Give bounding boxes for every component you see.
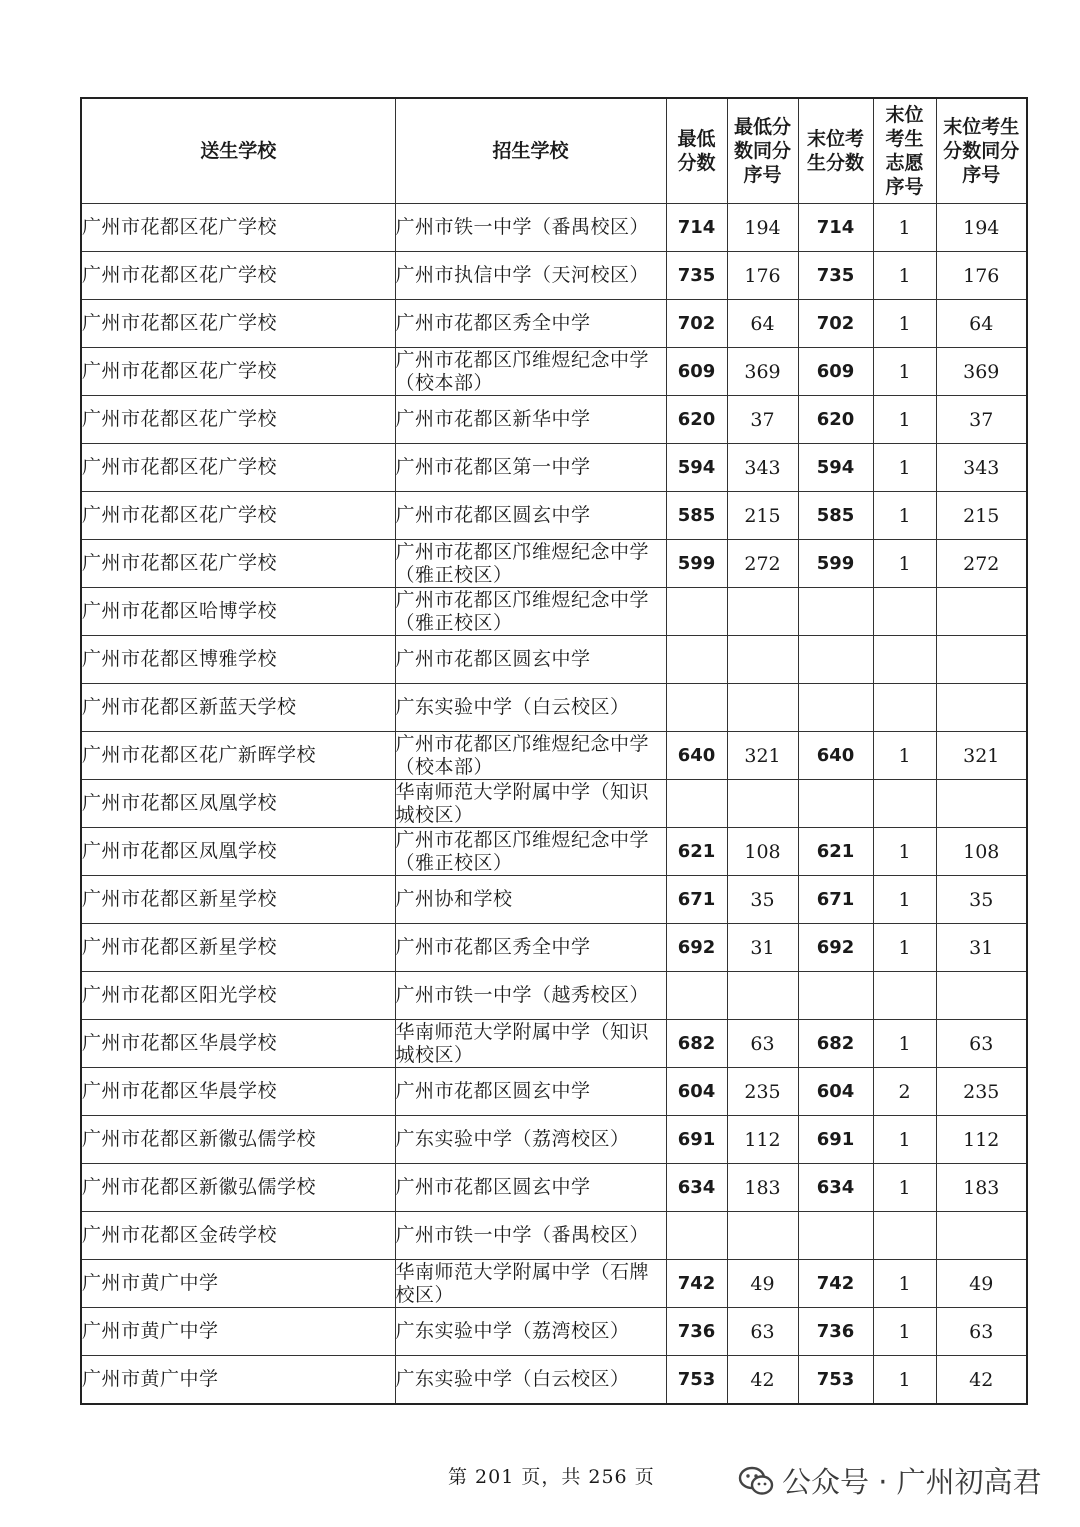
cell-recruiting-school	[395, 204, 666, 252]
cell-sender-school	[81, 444, 395, 492]
cell-recruiting-school	[395, 1068, 666, 1116]
cell-sender-school	[81, 1212, 395, 1260]
cell-last-score-rank: 194	[936, 204, 1027, 252]
table-body	[81, 204, 1027, 1405]
cell-last-score	[798, 780, 873, 828]
cell-recruiting-school	[395, 828, 666, 876]
cell-last-choice: 1	[873, 204, 936, 252]
cell-min-score	[666, 972, 727, 1020]
cell-sender-school-text: 广州市花都区花广学校	[82, 504, 278, 526]
cell-min-score-rank: 194	[727, 204, 798, 252]
cell-sender-school	[81, 300, 395, 348]
cell-sender-school	[81, 972, 395, 1020]
cell-last-choice: 1	[873, 348, 936, 396]
cell-min-score-rank	[727, 636, 798, 684]
cell-recruiting-school	[395, 924, 666, 972]
cell-last-score-rank	[936, 636, 1027, 684]
cell-last-score	[798, 1212, 873, 1260]
cell-sender-school-text: 广州市花都区花广学校	[82, 264, 278, 286]
cell-sender-school-text: 广州市花都区花广学校	[82, 312, 278, 334]
cell-sender-school	[81, 1260, 395, 1308]
cell-sender-school	[81, 636, 395, 684]
cell-min-score-rank: 369	[727, 348, 798, 396]
page-number: 第 201 页，共 256 页	[448, 1466, 655, 1488]
cell-recruiting-school-text: 广州市花都区邝维煜纪念中学（雅正校区）	[395, 540, 650, 586]
cell-min-score: 691	[666, 1116, 727, 1164]
cell-min-score-rank	[727, 972, 798, 1020]
cell-recruiting-school	[395, 444, 666, 492]
cell-last-score-rank: 321	[936, 732, 1027, 780]
cell-sender-school	[81, 540, 395, 588]
cell-sender-school	[81, 684, 395, 732]
cell-last-choice: 1	[873, 828, 936, 876]
table-row	[81, 636, 1027, 684]
cell-recruiting-school-text: 广州市花都区邝维煜纪念中学（雅正校区）	[395, 828, 650, 874]
cell-sender-school-text: 广州市花都区华晨学校	[82, 1032, 278, 1054]
cell-recruiting-school-text: 广州市铁一中学（越秀校区）	[395, 984, 650, 1006]
cell-min-score: 742	[666, 1260, 727, 1308]
cell-sender-school-text: 广州市花都区新徽弘儒学校	[82, 1176, 317, 1198]
cell-sender-school	[81, 1020, 395, 1068]
cell-last-score: 702	[798, 300, 873, 348]
cell-last-score-rank: 64	[936, 300, 1027, 348]
cell-min-score: 604	[666, 1068, 727, 1116]
cell-recruiting-school-text: 华南师范大学附属中学（石牌校区）	[395, 1260, 650, 1306]
cell-min-score	[666, 1212, 727, 1260]
cell-last-score: 714	[798, 204, 873, 252]
cell-min-score	[666, 684, 727, 732]
cell-sender-school	[81, 732, 395, 780]
cell-last-score: 604	[798, 1068, 873, 1116]
cell-last-score-rank: 343	[936, 444, 1027, 492]
cell-last-choice: 1	[873, 876, 936, 924]
cell-sender-school-text: 广州市黄广中学	[82, 1320, 219, 1342]
cell-last-score	[798, 684, 873, 732]
cell-sender-school-text: 广州市花都区哈博学校	[82, 600, 278, 622]
cell-recruiting-school-text: 广州市花都区邝维煜纪念中学（校本部）	[395, 348, 650, 394]
cell-recruiting-school-text: 广东实验中学（荔湾校区）	[395, 1128, 630, 1150]
cell-min-score-rank: 321	[727, 732, 798, 780]
cell-min-score: 599	[666, 540, 727, 588]
table-row	[81, 1116, 1027, 1164]
cell-sender-school	[81, 1356, 395, 1405]
cell-recruiting-school	[395, 780, 666, 828]
cell-last-choice: 1	[873, 1356, 936, 1405]
cell-recruiting-school-text: 广东实验中学（白云校区）	[395, 1368, 630, 1390]
cell-min-score-rank: 343	[727, 444, 798, 492]
cell-sender-school	[81, 780, 395, 828]
cell-min-score: 620	[666, 396, 727, 444]
header-last-score-rank: 末位考生分数同分序号	[936, 98, 1027, 204]
cell-last-score-rank	[936, 972, 1027, 1020]
cell-recruiting-school	[395, 1260, 666, 1308]
cell-last-choice: 1	[873, 1116, 936, 1164]
cell-sender-school-text: 广州市花都区博雅学校	[82, 648, 278, 670]
cell-min-score-rank: 64	[727, 300, 798, 348]
cell-recruiting-school-text: 广州市花都区邝维煜纪念中学（雅正校区）	[395, 588, 650, 634]
cell-last-score: 736	[798, 1308, 873, 1356]
cell-recruiting-school-text: 广州市花都区圆玄中学	[395, 1176, 591, 1198]
cell-recruiting-school	[395, 1116, 666, 1164]
cell-recruiting-school-text: 广州市执信中学（天河校区）	[395, 264, 650, 286]
cell-last-score-rank	[936, 1212, 1027, 1260]
cell-recruiting-school	[395, 348, 666, 396]
cell-sender-school-text: 广州市花都区新星学校	[82, 888, 278, 910]
table-row	[81, 492, 1027, 540]
cell-min-score-rank	[727, 588, 798, 636]
cell-sender-school-text: 广州市花都区凤凰学校	[82, 840, 278, 862]
cell-sender-school	[81, 828, 395, 876]
cell-recruiting-school	[395, 396, 666, 444]
table-row	[81, 396, 1027, 444]
cell-last-score: 585	[798, 492, 873, 540]
table-row	[81, 348, 1027, 396]
table-row	[81, 444, 1027, 492]
cell-min-score: 753	[666, 1356, 727, 1405]
cell-last-score: 599	[798, 540, 873, 588]
cell-min-score: 692	[666, 924, 727, 972]
cell-last-score-rank: 63	[936, 1308, 1027, 1356]
watermark-text: 公众号 · 广州初高君	[782, 1465, 1042, 1499]
table-row	[81, 828, 1027, 876]
cell-min-score-rank	[727, 780, 798, 828]
cell-recruiting-school-text: 广东实验中学（荔湾校区）	[395, 1320, 630, 1342]
cell-last-score-rank: 35	[936, 876, 1027, 924]
cell-last-score-rank: 108	[936, 828, 1027, 876]
cell-min-score-rank	[727, 1212, 798, 1260]
cell-recruiting-school	[395, 252, 666, 300]
cell-last-choice: 2	[873, 1068, 936, 1116]
cell-min-score: 609	[666, 348, 727, 396]
cell-min-score-rank: 176	[727, 252, 798, 300]
cell-min-score: 594	[666, 444, 727, 492]
table-row	[81, 588, 1027, 636]
admissions-table	[80, 97, 1028, 1405]
cell-recruiting-school-text: 广州市花都区秀全中学	[395, 936, 591, 958]
cell-last-score-rank	[936, 780, 1027, 828]
cell-min-score-rank	[727, 684, 798, 732]
cell-sender-school-text: 广州市黄广中学	[82, 1368, 219, 1390]
cell-recruiting-school-text: 华南师范大学附属中学（知识城校区）	[395, 780, 650, 826]
cell-last-score-rank: 235	[936, 1068, 1027, 1116]
cell-sender-school	[81, 876, 395, 924]
table-row	[81, 1308, 1027, 1356]
cell-last-choice: 1	[873, 300, 936, 348]
cell-sender-school	[81, 1308, 395, 1356]
cell-min-score-rank: 42	[727, 1356, 798, 1405]
cell-sender-school-text: 广州市花都区花广学校	[82, 456, 278, 478]
cell-sender-school	[81, 348, 395, 396]
cell-last-score: 634	[798, 1164, 873, 1212]
cell-recruiting-school-text: 广州市铁一中学（番禺校区）	[395, 1224, 650, 1246]
cell-min-score-rank: 235	[727, 1068, 798, 1116]
cell-recruiting-school-text: 广州市花都区圆玄中学	[395, 504, 591, 526]
table-row	[81, 1356, 1027, 1405]
cell-last-score	[798, 972, 873, 1020]
cell-min-score-rank: 37	[727, 396, 798, 444]
table-row	[81, 204, 1027, 252]
header-recruiting-school: 招生学校	[395, 98, 666, 204]
cell-last-score: 692	[798, 924, 873, 972]
cell-last-score-rank: 49	[936, 1260, 1027, 1308]
cell-recruiting-school-text: 广州市花都区圆玄中学	[395, 648, 591, 670]
watermark	[738, 1460, 1042, 1501]
wechat-icon	[738, 1466, 774, 1496]
cell-recruiting-school	[395, 684, 666, 732]
cell-last-choice	[873, 972, 936, 1020]
cell-sender-school	[81, 1116, 395, 1164]
cell-last-score-rank: 176	[936, 252, 1027, 300]
cell-last-score: 682	[798, 1020, 873, 1068]
cell-recruiting-school	[395, 876, 666, 924]
cell-last-score-rank: 369	[936, 348, 1027, 396]
cell-last-score-rank: 272	[936, 540, 1027, 588]
cell-recruiting-school-text: 广州市花都区圆玄中学	[395, 1080, 591, 1102]
cell-sender-school	[81, 924, 395, 972]
cell-last-score	[798, 588, 873, 636]
cell-last-score: 594	[798, 444, 873, 492]
cell-last-choice: 1	[873, 396, 936, 444]
cell-last-score-rank: 42	[936, 1356, 1027, 1405]
cell-recruiting-school	[395, 588, 666, 636]
cell-sender-school-text: 广州市花都区阳光学校	[82, 984, 278, 1006]
cell-recruiting-school-text: 华南师范大学附属中学（知识城校区）	[395, 1020, 650, 1066]
cell-sender-school	[81, 1164, 395, 1212]
cell-last-score-rank	[936, 588, 1027, 636]
cell-last-choice: 1	[873, 732, 936, 780]
cell-recruiting-school-text: 广州市花都区第一中学	[395, 456, 591, 478]
cell-min-score: 621	[666, 828, 727, 876]
cell-last-choice	[873, 636, 936, 684]
cell-min-score: 702	[666, 300, 727, 348]
cell-sender-school	[81, 252, 395, 300]
table-row	[81, 1212, 1027, 1260]
cell-recruiting-school	[395, 732, 666, 780]
cell-recruiting-school	[395, 1020, 666, 1068]
cell-last-score-rank: 215	[936, 492, 1027, 540]
table-row	[81, 1260, 1027, 1308]
cell-last-choice	[873, 780, 936, 828]
header-min-score: 最低分数	[666, 98, 727, 204]
cell-min-score	[666, 780, 727, 828]
cell-sender-school	[81, 1068, 395, 1116]
cell-last-choice: 1	[873, 1260, 936, 1308]
header-sender-school: 送生学校	[81, 98, 395, 204]
table-row	[81, 252, 1027, 300]
header-min-score-rank: 最低分数同分序号	[727, 98, 798, 204]
table-row	[81, 300, 1027, 348]
table-row	[81, 1020, 1027, 1068]
cell-min-score: 671	[666, 876, 727, 924]
cell-sender-school-text: 广州市花都区新星学校	[82, 936, 278, 958]
cell-min-score: 736	[666, 1308, 727, 1356]
cell-min-score-rank: 183	[727, 1164, 798, 1212]
cell-last-score-rank	[936, 684, 1027, 732]
cell-last-score: 742	[798, 1260, 873, 1308]
cell-min-score-rank: 63	[727, 1020, 798, 1068]
cell-last-score: 620	[798, 396, 873, 444]
cell-sender-school-text: 广州市花都区花广学校	[82, 552, 278, 574]
cell-sender-school-text: 广州市花都区花广新晖学校	[82, 744, 317, 766]
cell-sender-school	[81, 492, 395, 540]
cell-recruiting-school	[395, 540, 666, 588]
table-row	[81, 1068, 1027, 1116]
cell-last-score: 753	[798, 1356, 873, 1405]
cell-recruiting-school	[395, 972, 666, 1020]
cell-recruiting-school	[395, 1356, 666, 1405]
cell-last-score: 671	[798, 876, 873, 924]
cell-sender-school	[81, 588, 395, 636]
cell-sender-school-text: 广州市黄广中学	[82, 1272, 219, 1294]
cell-recruiting-school	[395, 1308, 666, 1356]
cell-recruiting-school-text: 广州协和学校	[395, 888, 513, 910]
cell-last-choice: 1	[873, 444, 936, 492]
cell-min-score: 634	[666, 1164, 727, 1212]
cell-min-score-rank: 35	[727, 876, 798, 924]
cell-recruiting-school	[395, 1212, 666, 1260]
cell-sender-school-text: 广州市花都区花广学校	[82, 408, 278, 430]
cell-min-score-rank: 49	[727, 1260, 798, 1308]
cell-last-score: 735	[798, 252, 873, 300]
cell-last-choice: 1	[873, 252, 936, 300]
cell-last-choice: 1	[873, 540, 936, 588]
cell-recruiting-school	[395, 1164, 666, 1212]
cell-sender-school-text: 广州市花都区华晨学校	[82, 1080, 278, 1102]
cell-sender-school	[81, 204, 395, 252]
cell-last-score-rank: 112	[936, 1116, 1027, 1164]
cell-sender-school	[81, 396, 395, 444]
cell-recruiting-school	[395, 300, 666, 348]
cell-last-choice	[873, 588, 936, 636]
cell-last-score-rank: 31	[936, 924, 1027, 972]
cell-min-score: 640	[666, 732, 727, 780]
table-row	[81, 780, 1027, 828]
cell-last-choice	[873, 684, 936, 732]
table-header-row	[81, 98, 1027, 204]
cell-min-score: 585	[666, 492, 727, 540]
cell-min-score-rank: 112	[727, 1116, 798, 1164]
cell-last-score: 621	[798, 828, 873, 876]
cell-sender-school-text: 广州市花都区金砖学校	[82, 1224, 278, 1246]
table-row	[81, 540, 1027, 588]
header-last-choice: 末位考生志愿序号	[873, 98, 936, 204]
cell-min-score: 714	[666, 204, 727, 252]
cell-recruiting-school-text: 广州市花都区邝维煜纪念中学（校本部）	[395, 732, 650, 778]
cell-recruiting-school-text: 广州市铁一中学（番禺校区）	[395, 216, 650, 238]
cell-min-score	[666, 636, 727, 684]
cell-recruiting-school	[395, 492, 666, 540]
cell-recruiting-school	[395, 636, 666, 684]
cell-sender-school-text: 广州市花都区凤凰学校	[82, 792, 278, 814]
cell-last-choice	[873, 1212, 936, 1260]
cell-last-choice: 1	[873, 1020, 936, 1068]
table-row	[81, 1164, 1027, 1212]
table-row	[81, 972, 1027, 1020]
cell-sender-school-text: 广州市花都区花广学校	[82, 360, 278, 382]
cell-min-score-rank: 63	[727, 1308, 798, 1356]
cell-last-choice: 1	[873, 924, 936, 972]
cell-sender-school-text: 广州市花都区花广学校	[82, 216, 278, 238]
table-row	[81, 924, 1027, 972]
cell-last-score: 640	[798, 732, 873, 780]
cell-min-score-rank: 31	[727, 924, 798, 972]
cell-min-score-rank: 215	[727, 492, 798, 540]
cell-last-choice: 1	[873, 492, 936, 540]
table-row	[81, 876, 1027, 924]
cell-sender-school-text: 广州市花都区新蓝天学校	[82, 696, 297, 718]
cell-last-score: 691	[798, 1116, 873, 1164]
table-row	[81, 732, 1027, 780]
cell-recruiting-school-text: 广东实验中学（白云校区）	[395, 696, 630, 718]
cell-last-choice: 1	[873, 1308, 936, 1356]
cell-last-score: 609	[798, 348, 873, 396]
cell-min-score: 682	[666, 1020, 727, 1068]
table-row	[81, 684, 1027, 732]
cell-last-score-rank: 183	[936, 1164, 1027, 1212]
cell-min-score-rank: 108	[727, 828, 798, 876]
cell-last-choice: 1	[873, 1164, 936, 1212]
cell-recruiting-school-text: 广州市花都区新华中学	[395, 408, 591, 430]
cell-last-score	[798, 636, 873, 684]
cell-min-score-rank: 272	[727, 540, 798, 588]
cell-last-score-rank: 37	[936, 396, 1027, 444]
cell-min-score: 735	[666, 252, 727, 300]
cell-recruiting-school-text: 广州市花都区秀全中学	[395, 312, 591, 334]
cell-min-score	[666, 588, 727, 636]
cell-sender-school-text: 广州市花都区新徽弘儒学校	[82, 1128, 317, 1150]
header-last-score: 末位考生分数	[798, 98, 873, 204]
cell-last-score-rank: 63	[936, 1020, 1027, 1068]
